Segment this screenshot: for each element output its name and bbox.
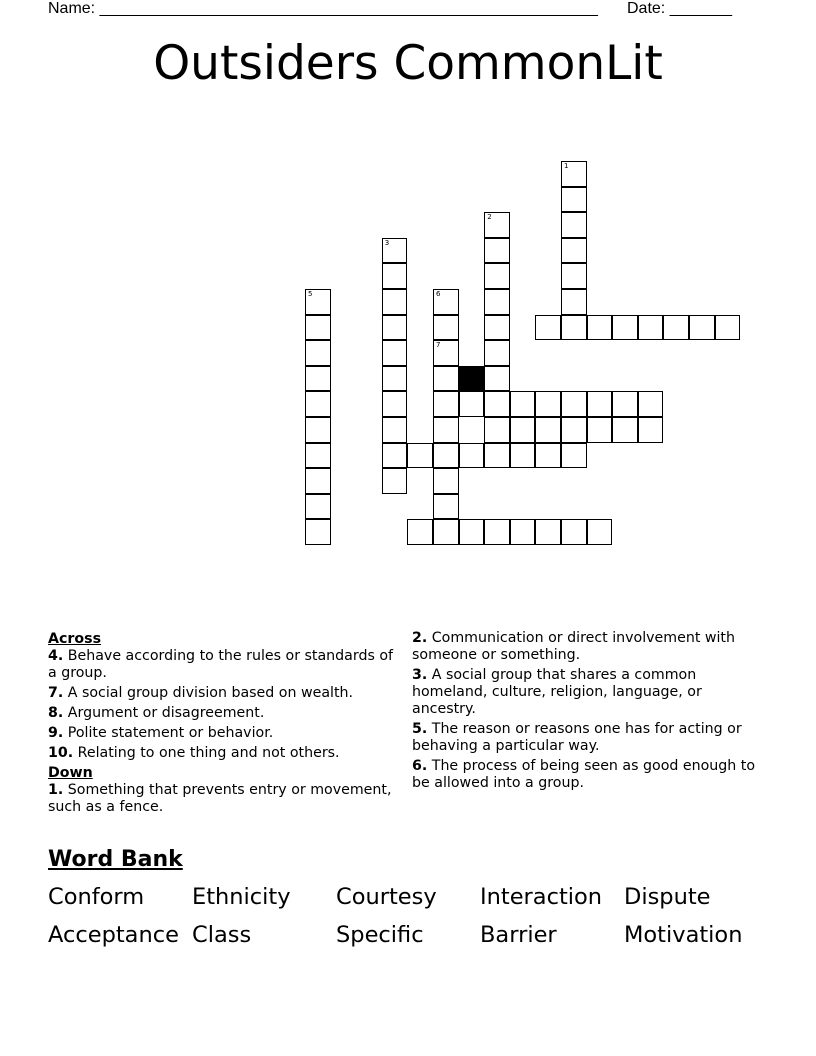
- crossword-cell[interactable]: [305, 289, 331, 315]
- crossword-cell[interactable]: [433, 494, 459, 520]
- name-line: Name: ________________________________________________________: [48, 0, 598, 17]
- crossword-cell[interactable]: [305, 417, 331, 443]
- crossword-cell[interactable]: [510, 443, 536, 469]
- word-bank-word: Acceptance: [48, 922, 179, 948]
- crossword-cell[interactable]: [433, 468, 459, 494]
- crossword-cell[interactable]: [433, 391, 459, 417]
- crossword-black-cell: [459, 366, 485, 392]
- crossword-cell[interactable]: [484, 238, 510, 264]
- crossword-cell[interactable]: [561, 519, 587, 545]
- clue-num: 7.: [48, 685, 64, 701]
- crossword-cell[interactable]: [433, 289, 459, 315]
- crossword-cell[interactable]: [305, 468, 331, 494]
- crossword-cell[interactable]: [535, 417, 561, 443]
- crossword-cell[interactable]: [382, 263, 408, 289]
- crossword-cell[interactable]: [663, 315, 689, 341]
- clue: [412, 721, 757, 755]
- crossword-cell[interactable]: [561, 417, 587, 443]
- crossword-cell[interactable]: [382, 417, 408, 443]
- word-bank-word: Ethnicity: [192, 884, 291, 910]
- clue-num: 8.: [48, 705, 64, 721]
- crossword-cell[interactable]: [510, 519, 536, 545]
- crossword-cell[interactable]: [612, 315, 638, 341]
- clue-number: 3: [384, 238, 390, 247]
- clue-number: 7: [436, 341, 441, 350]
- crossword-cell[interactable]: [561, 212, 587, 238]
- crossword-cell[interactable]: [305, 494, 331, 520]
- crossword-cell[interactable]: [305, 315, 331, 341]
- clue-num: 9.: [48, 725, 64, 741]
- word-bank-word: Interaction: [480, 884, 603, 910]
- crossword-cell[interactable]: [407, 443, 433, 469]
- crossword-cell[interactable]: [382, 468, 408, 494]
- crossword-cell[interactable]: [587, 315, 613, 341]
- crossword-cell[interactable]: [459, 519, 485, 545]
- crossword-cell[interactable]: [484, 366, 510, 392]
- clue-text: The reason or reasons one has for acting or behaving a particular way.: [412, 721, 742, 754]
- crossword-cell[interactable]: [587, 417, 613, 443]
- word-bank-word: Specific: [336, 922, 424, 948]
- word-bank-word: Motivation: [624, 922, 743, 948]
- clue: [48, 705, 398, 722]
- crossword-cell[interactable]: [561, 263, 587, 289]
- crossword-cell[interactable]: [638, 391, 664, 417]
- crossword-cell[interactable]: [561, 315, 587, 341]
- clues-left-column: [48, 630, 398, 819]
- clue: [48, 685, 398, 702]
- clue-text: Polite statement or behavior.: [63, 725, 274, 741]
- crossword-cell[interactable]: [433, 315, 459, 341]
- clue-text: Relating to one thing and not others.: [73, 745, 340, 761]
- clue-text: Behave according to the rules or standards of a group.: [48, 648, 394, 681]
- clues-right-column: [412, 630, 757, 795]
- clue-num: 3.: [412, 667, 428, 683]
- crossword-cell[interactable]: [484, 289, 510, 315]
- crossword-cell[interactable]: [561, 289, 587, 315]
- crossword-cell[interactable]: [484, 417, 510, 443]
- clue-text: A social group division based on wealth.: [63, 685, 354, 701]
- crossword-cell[interactable]: [305, 391, 331, 417]
- clue-num: 5.: [412, 721, 428, 737]
- clue: [412, 630, 757, 664]
- clue: [48, 725, 398, 742]
- clue-text: Communication or direct involvement with someone or something.: [412, 630, 735, 663]
- crossword-cell[interactable]: [535, 519, 561, 545]
- crossword-cell[interactable]: [587, 519, 613, 545]
- crossword-cell[interactable]: [561, 443, 587, 469]
- clue: [412, 667, 757, 718]
- word-bank-word: Courtesy: [336, 884, 437, 910]
- crossword-cell[interactable]: [305, 519, 331, 545]
- crossword-cell[interactable]: [561, 391, 587, 417]
- clue: [412, 758, 757, 792]
- clue-num: 10.: [48, 745, 74, 761]
- word-bank-word: Class: [192, 922, 252, 948]
- crossword-cell[interactable]: [484, 391, 510, 417]
- crossword-cell[interactable]: [382, 366, 408, 392]
- crossword-cell[interactable]: [433, 443, 459, 469]
- crossword-cell[interactable]: [433, 519, 459, 545]
- crossword-cell[interactable]: [612, 417, 638, 443]
- clue-number: 1: [564, 162, 569, 170]
- crossword-cell[interactable]: [484, 340, 510, 366]
- header: [0, 0, 816, 22]
- crossword-cell[interactable]: [561, 187, 587, 213]
- word-bank-title: Word Bank: [48, 847, 183, 872]
- crossword-cell[interactable]: [305, 340, 331, 366]
- clue-num: 2.: [412, 630, 428, 646]
- crossword-cell[interactable]: [459, 443, 485, 469]
- crossword-cell[interactable]: [510, 417, 536, 443]
- crossword-cell[interactable]: [689, 315, 715, 341]
- clue-num: 1.: [48, 782, 64, 798]
- clue-text: The process of being seen as good enough to be allowed into a group.: [412, 758, 756, 791]
- word-bank-word: Conform: [48, 884, 145, 910]
- clue: [48, 648, 398, 682]
- clue-text: Argument or disagreement.: [63, 705, 265, 721]
- word-bank-word: Barrier: [480, 922, 557, 948]
- crossword-cell[interactable]: [715, 315, 741, 341]
- crossword-cell[interactable]: [382, 391, 408, 417]
- crossword-cell[interactable]: [382, 315, 408, 341]
- clue-num: 4.: [48, 648, 64, 664]
- clue-number: 6: [436, 290, 441, 298]
- crossword-cell[interactable]: [587, 391, 613, 417]
- crossword-cell[interactable]: [459, 391, 485, 417]
- crossword-cell[interactable]: [484, 443, 510, 469]
- clue-heading: Across: [48, 631, 102, 647]
- crossword-cell[interactable]: [382, 340, 408, 366]
- crossword-cell[interactable]: [407, 519, 433, 545]
- crossword-cell[interactable]: [382, 289, 408, 315]
- crossword-cell[interactable]: [305, 366, 331, 392]
- crossword-cell[interactable]: [484, 212, 510, 238]
- clue-text: A social group that shares a common homeland, culture, religion, language, or ancestry.: [412, 667, 702, 717]
- crossword-cell[interactable]: [484, 263, 510, 289]
- crossword-cell[interactable]: [612, 391, 638, 417]
- crossword-cell[interactable]: [305, 443, 331, 469]
- crossword-cell[interactable]: [535, 391, 561, 417]
- crossword-cell[interactable]: [433, 366, 459, 392]
- clue-text: Something that prevents entry or movement, such as a fence.: [48, 782, 392, 815]
- crossword-cell[interactable]: [433, 417, 459, 443]
- crossword-cell[interactable]: [510, 391, 536, 417]
- crossword-cell[interactable]: [484, 315, 510, 341]
- clue-heading: Down: [48, 765, 93, 781]
- crossword-cell[interactable]: [433, 340, 459, 366]
- clue-number: 5: [308, 290, 313, 298]
- crossword-cell[interactable]: [638, 315, 664, 341]
- crossword-cell[interactable]: [382, 443, 408, 469]
- clue: [48, 782, 398, 816]
- crossword-cell[interactable]: [382, 238, 408, 264]
- date-line: Date: _______: [627, 0, 732, 17]
- clue-num: 6.: [412, 758, 428, 774]
- crossword-cell[interactable]: [561, 161, 587, 187]
- crossword-cell[interactable]: [484, 519, 510, 545]
- word-bank-word: Dispute: [624, 884, 711, 910]
- crossword-cell[interactable]: [561, 238, 587, 264]
- clue: [48, 745, 398, 762]
- crossword-cell[interactable]: [535, 443, 561, 469]
- page-title: Outsiders CommonLit: [153, 36, 663, 91]
- crossword-cell[interactable]: [535, 315, 561, 341]
- crossword-cell[interactable]: [638, 417, 664, 443]
- clue-number: 2: [487, 213, 492, 222]
